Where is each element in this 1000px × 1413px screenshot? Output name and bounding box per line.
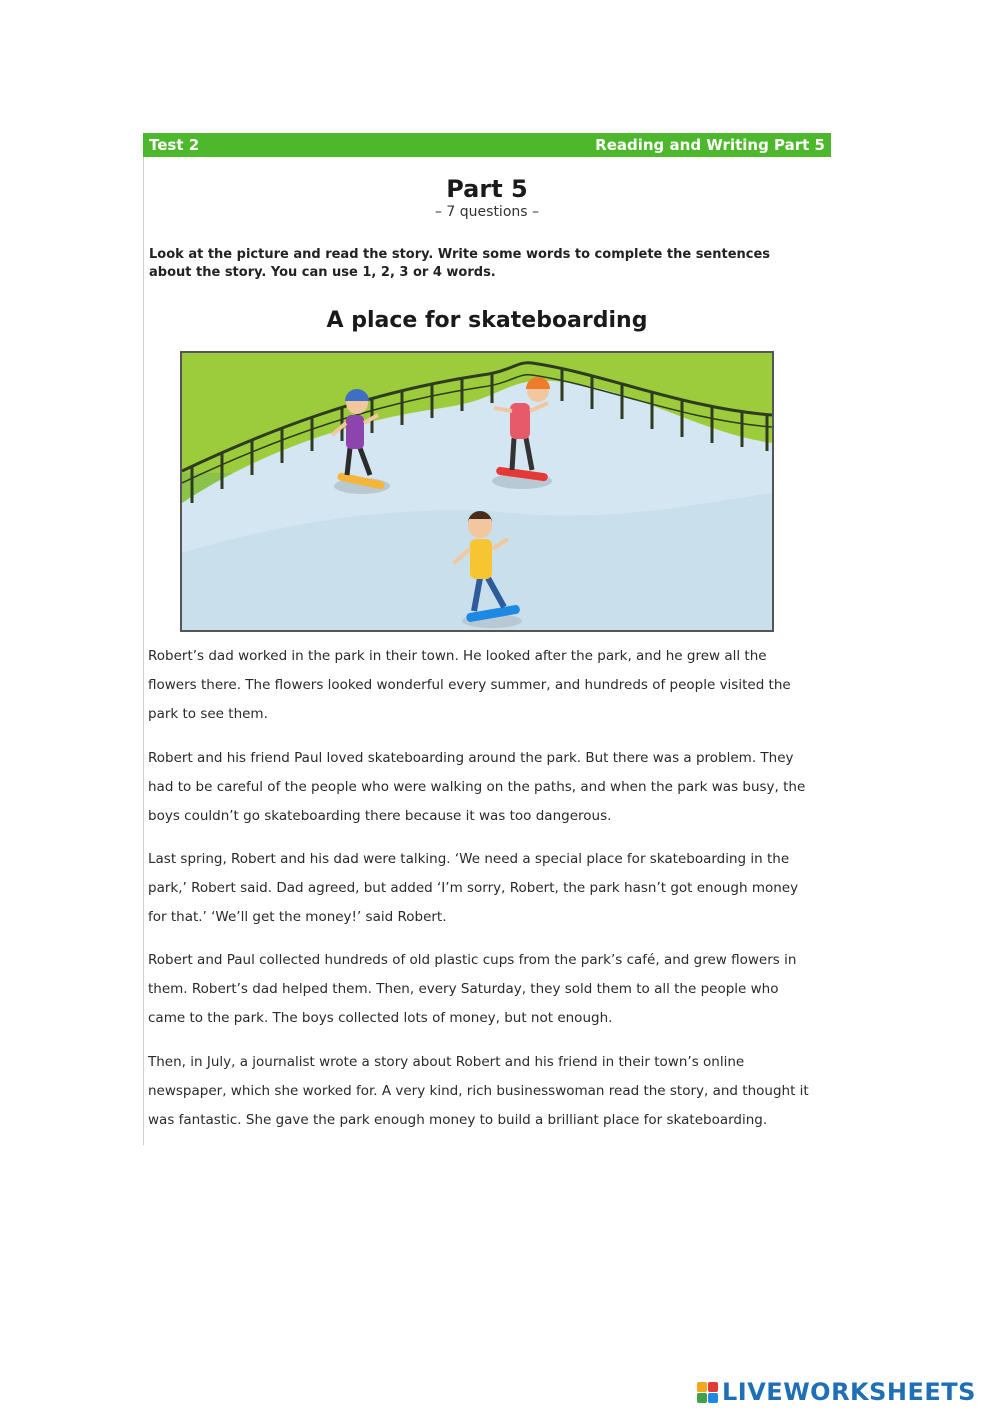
story-title: A place for skateboarding [326,308,648,333]
part-title: Part 5 [446,175,528,203]
story-paragraph: Then, in July, a journalist wrote a story about Robert and his friend in their town’s online newspaper, which she worked for. A very kind, rich businesswoman read the story, and thought it was fantastic. She gave the park enough money to build a brilliant place for skateboarding. [148,1054,809,1128]
test-label: Test 2 [149,136,200,154]
story-paragraph: Robert and Paul collected hundreds of old plastic cups from the park’s café, and grew flowers in them. Robert’s dad helped them. Then, every Saturday, they sold them to all the people who came to the park. The boys collected lots of money, but not enough. [148,952,797,1026]
brand-name: LIVEWORKSHEETS [722,1378,976,1406]
brand-mark-icon [697,1382,718,1403]
story-paragraph: Robert and his friend Paul loved skateboarding around the park. But there was a problem. They had to be careful of the people who were walking on the paths, and when the park was busy, the boys couldn’t go skateboarding there because it was too dangerous. [148,750,806,824]
skatepark-illustration [180,351,774,632]
liveworksheets-logo[interactable] [697,1377,976,1407]
part-subtitle: – 7 questions – [434,204,540,220]
story-paragraph: Robert’s dad worked in the park in their town. He looked after the park, and he grew all the flowers there. The flowers looked wonderful every summer, and hundreds of people visited the park to see them. [148,648,791,722]
instructions: Look at the picture and read the story. Write some words to complete the sentences about the story. You can use 1, 2, 3 or 4 words. [149,247,771,280]
section-label: Reading and Writing Part 5 [595,136,825,154]
worksheet-page [143,133,831,1145]
header-bar [143,133,831,157]
story-paragraph: Last spring, Robert and his dad were talking. ‘We need a special place for skateboarding in the park,’ Robert said. Dad agreed, but added ‘I’m sorry, Robert, the park hasn’t got enough money for that.’ ‘We’ll get the money!’ said Robert. [148,851,799,925]
skatepark-drawing [182,353,772,630]
